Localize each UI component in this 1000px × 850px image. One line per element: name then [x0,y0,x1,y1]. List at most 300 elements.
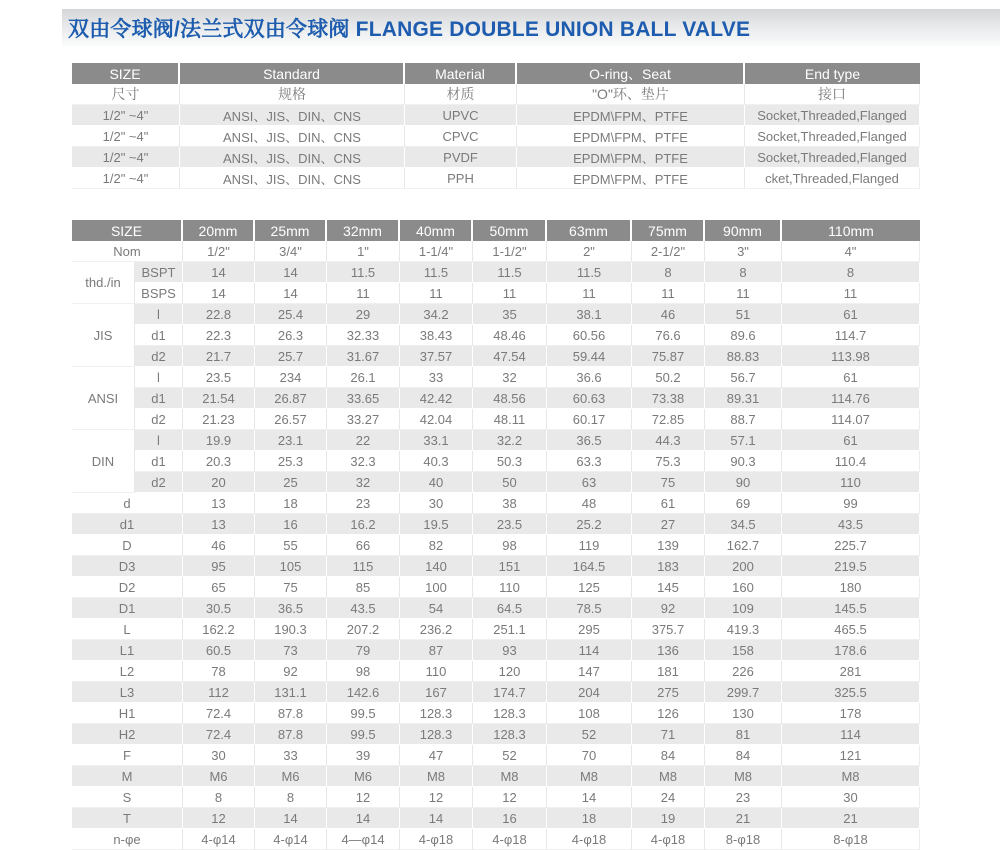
dim-row [72,829,920,850]
dim-row [72,619,920,640]
dim-cell: 114.7 [782,325,920,346]
dim-row [72,514,920,535]
dim-col-header: 25mm [255,220,327,241]
dim-cell: 180 [782,577,920,598]
dim-row [72,661,920,682]
dim-cell: 4-φ18 [473,829,547,850]
dim-cell: 281 [782,661,920,682]
dim-cell: 162.2 [183,619,255,640]
dim-cell: 11 [547,283,632,304]
dim-cell: 219.5 [782,556,920,577]
dim-cell: M6 [183,766,255,787]
dim-cell: 34.5 [705,514,782,535]
dim-row [72,703,920,724]
dim-cell: 147 [547,661,632,682]
dim-cell: 183 [632,556,705,577]
dim-row-label: l [135,367,183,388]
dim-row [72,640,920,661]
dim-cell: 130 [705,703,782,724]
dim-row [72,766,920,787]
spec-subheader-cell: "O"环、垫片 [517,84,745,105]
dim-cell: 3" [705,241,782,262]
dim-cell: 35 [473,304,547,325]
dim-row-label: d2 [135,472,183,493]
dim-cell: 131.1 [255,682,327,703]
dim-cell: 11 [473,283,547,304]
dim-cell: M6 [327,766,400,787]
dim-cell: 61 [782,367,920,388]
dim-cell: 12 [473,787,547,808]
dim-cell: 120 [473,661,547,682]
dim-cell: 299.7 [705,682,782,703]
dim-cell: 12 [327,787,400,808]
dim-row [72,472,920,493]
dim-cell: 14 [255,283,327,304]
dim-cell: 4-φ18 [400,829,473,850]
dim-col-header: 90mm [705,220,782,241]
dim-cell: 48.46 [473,325,547,346]
dim-cell: 98 [473,535,547,556]
dim-cell: 8-φ18 [705,829,782,850]
dim-col-header: 110mm [782,220,920,241]
dim-cell: 11.5 [327,262,400,283]
dim-cell: 234 [255,367,327,388]
dim-cell: 93 [473,640,547,661]
dim-cell: 79 [327,640,400,661]
dim-row-label: d1 [72,514,183,535]
dim-cell: 251.1 [473,619,547,640]
dim-cell: 48.11 [473,409,547,430]
dim-cell: 38 [473,493,547,514]
dim-cell: 236.2 [400,619,473,640]
dim-cell: 18 [547,808,632,829]
title-band [62,9,1000,46]
dim-cell: 23 [705,787,782,808]
dim-cell: 34.2 [400,304,473,325]
dim-cell: 36.6 [547,367,632,388]
dim-group-label: DIN [72,430,135,493]
spec-cell: 1/2" ~4" [72,105,180,126]
dim-cell: 12 [183,808,255,829]
dim-cell: 51 [705,304,782,325]
spec-cell: 1/2" ~4" [72,147,180,168]
dim-row [72,325,920,346]
spec-col-header: SIZE [72,63,180,84]
dim-cell: M6 [255,766,327,787]
dim-group-label: JIS [72,304,135,367]
dim-cell: 98 [327,661,400,682]
dim-cell: 89.6 [705,325,782,346]
dim-row [72,409,920,430]
dim-row-label: S [72,787,183,808]
dim-cell: 36.5 [255,598,327,619]
spec-subheader-cell: 接口 [745,84,920,105]
dim-cell: 325.5 [782,682,920,703]
dim-cell: 40.3 [400,451,473,472]
dim-cell: 4" [782,241,920,262]
dim-col-header: 75mm [632,220,705,241]
dim-row-label: M [72,766,183,787]
page-title: 双由令球阀/法兰式双由令球阀 FLANGE DOUBLE UNION BALL VALVE [68,17,751,41]
dim-cell: 75 [632,472,705,493]
spec-cell: ANSI、JIS、DIN、CNS [180,168,405,189]
dim-cell: 60.56 [547,325,632,346]
dim-row-label: F [72,745,183,766]
dim-cell: 78 [183,661,255,682]
dim-cell: 181 [632,661,705,682]
spec-col-header: Standard [180,63,405,84]
dim-cell: 11 [400,283,473,304]
dim-cell: 8 [705,262,782,283]
dim-cell: 1" [327,241,400,262]
dim-cell: 110 [400,661,473,682]
spec-table [72,63,920,189]
dim-cell: 92 [255,661,327,682]
dim-cell: 43.5 [782,514,920,535]
dim-row-label: BSPS [135,283,183,304]
dim-cell: 30 [782,787,920,808]
dim-cell: 8-φ18 [782,829,920,850]
spec-row [72,147,920,168]
dim-cell: 25.2 [547,514,632,535]
dim-cell: 11 [705,283,782,304]
dim-cell: 114.76 [782,388,920,409]
dim-cell: 109 [705,598,782,619]
dim-cell: 167 [400,682,473,703]
dim-cell: 114 [782,724,920,745]
dim-cell: 72.4 [183,724,255,745]
dim-cell: 162.7 [705,535,782,556]
dim-cell: 110 [782,472,920,493]
dim-cell: 14 [183,262,255,283]
dim-cell: 142.6 [327,682,400,703]
dim-cell: 25.7 [255,346,327,367]
dim-cell: 16 [255,514,327,535]
dim-cell: M8 [547,766,632,787]
dim-cell: 47 [400,745,473,766]
dim-cell: 72.85 [632,409,705,430]
dim-row [72,430,920,451]
dim-cell: 160 [705,577,782,598]
dim-cell: 84 [705,745,782,766]
dim-cell: 64.5 [473,598,547,619]
dim-row [72,556,920,577]
dim-cell: 42.04 [400,409,473,430]
dim-cell: 56.7 [705,367,782,388]
dim-row-label: D3 [72,556,183,577]
dim-cell: 158 [705,640,782,661]
dim-cell: 105 [255,556,327,577]
dim-cell: 295 [547,619,632,640]
dim-cell: 60.63 [547,388,632,409]
spec-cell: ANSI、JIS、DIN、CNS [180,105,405,126]
dim-cell: 23.5 [183,367,255,388]
dim-cell: 50.3 [473,451,547,472]
spec-cell: Socket,Threaded,Flanged [745,147,920,168]
dim-cell: 22.3 [183,325,255,346]
dim-row [72,241,920,262]
dim-cell: 3/4" [255,241,327,262]
dim-cell: 85 [327,577,400,598]
dim-cell: 4-φ14 [183,829,255,850]
dim-cell: 66 [327,535,400,556]
dim-cell: 87 [400,640,473,661]
dim-cell: 4-φ18 [632,829,705,850]
dim-cell: 151 [473,556,547,577]
spec-cell: EPDM\FPM、PTFE [517,105,745,126]
dim-cell: 69 [705,493,782,514]
dim-cell: 115 [327,556,400,577]
dim-cell: 38.1 [547,304,632,325]
dim-cell: 465.5 [782,619,920,640]
dim-cell: 52 [547,724,632,745]
dim-cell: 16.2 [327,514,400,535]
dim-cell: 121 [782,745,920,766]
dim-row [72,283,920,304]
dim-cell: 99.5 [327,724,400,745]
dim-cell: 60.5 [183,640,255,661]
dim-cell: 25.4 [255,304,327,325]
dim-row [72,535,920,556]
dim-cell: 114.07 [782,409,920,430]
dim-cell: 1-1/4" [400,241,473,262]
dim-cell: 11 [782,283,920,304]
dim-cell: 113.98 [782,346,920,367]
dim-cell: 25 [255,472,327,493]
dim-cell: 20 [183,472,255,493]
dim-cell: 21.23 [183,409,255,430]
dim-col-header: 50mm [473,220,547,241]
dim-row [72,577,920,598]
dim-cell: 190.3 [255,619,327,640]
dim-cell: 164.5 [547,556,632,577]
dim-cell: 73 [255,640,327,661]
dim-table [72,220,920,850]
dim-cell: 21 [705,808,782,829]
dim-cell: 26.1 [327,367,400,388]
dim-group-label: thd./in [72,262,135,304]
dim-cell: 145.5 [782,598,920,619]
spec-cell: Socket,Threaded,Flanged [745,105,920,126]
spec-subheader-cell: 尺寸 [72,84,180,105]
dim-cell: 1/2" [183,241,255,262]
dim-cell: 200 [705,556,782,577]
dim-cell: 54 [400,598,473,619]
dim-cell: 30.5 [183,598,255,619]
dim-cell: 8 [632,262,705,283]
dim-cell: 2-1/2" [632,241,705,262]
spec-cell: PPH [405,168,517,189]
dim-cell: 178.6 [782,640,920,661]
dim-cell: 55 [255,535,327,556]
dim-cell: 40 [400,472,473,493]
dim-header-row [72,220,920,241]
dim-cell: 140 [400,556,473,577]
dim-cell: 92 [632,598,705,619]
dim-row-label: d2 [135,346,183,367]
dim-row-label: L2 [72,661,183,682]
dim-row-label: d2 [135,409,183,430]
dim-row-label: L [72,619,183,640]
dim-row-label: H1 [72,703,183,724]
dim-cell: 90.3 [705,451,782,472]
dim-cell: 82 [400,535,473,556]
dim-cell: 30 [183,745,255,766]
dim-cell: 128.3 [400,724,473,745]
spec-cell: EPDM\FPM、PTFE [517,126,745,147]
dim-row [72,808,920,829]
dim-cell: 14 [547,787,632,808]
dim-cell: M8 [400,766,473,787]
dim-cell: 112 [183,682,255,703]
dim-cell: 14 [183,283,255,304]
dim-cell: 75.3 [632,451,705,472]
dim-cell: 50 [473,472,547,493]
dim-cell: 75.87 [632,346,705,367]
dim-cell: 72.4 [183,703,255,724]
dim-row-label: Nom [72,241,183,262]
dim-cell: 19 [632,808,705,829]
dim-cell: 119 [547,535,632,556]
dim-cell: 1-1/2" [473,241,547,262]
dim-col-header: 32mm [327,220,400,241]
dim-cell: 89.31 [705,388,782,409]
spec-cell: ANSI、JIS、DIN、CNS [180,126,405,147]
dim-cell: 2" [547,241,632,262]
dim-cell: 4-φ18 [547,829,632,850]
dim-size-header: SIZE [72,220,183,241]
dim-cell: 42.42 [400,388,473,409]
dim-cell: 99.5 [327,703,400,724]
dim-cell: 275 [632,682,705,703]
dim-cell: 33 [400,367,473,388]
spec-cell: 1/2" ~4" [72,126,180,147]
dim-row-label: l [135,304,183,325]
dim-row-label: l [135,430,183,451]
dim-cell: 57.1 [705,430,782,451]
dim-cell: 43.5 [327,598,400,619]
dim-row-label: D [72,535,183,556]
dim-cell: 61 [632,493,705,514]
dim-cell: 63.3 [547,451,632,472]
dim-cell: 21 [782,808,920,829]
dim-cell: 14 [255,808,327,829]
dim-cell: 61 [782,430,920,451]
dim-cell: 32.33 [327,325,400,346]
dim-cell: 88.83 [705,346,782,367]
spec-cell: UPVC [405,105,517,126]
dim-cell: 26.3 [255,325,327,346]
spec-row [72,126,920,147]
dim-cell: 32.2 [473,430,547,451]
spec-subheader-row [72,84,920,105]
dim-cell: 23.5 [473,514,547,535]
dim-cell: 20.3 [183,451,255,472]
dim-cell: 27 [632,514,705,535]
dim-cell: 33 [255,745,327,766]
dim-cell: 226 [705,661,782,682]
dim-cell: 71 [632,724,705,745]
spec-cell: Socket,Threaded,Flanged [745,126,920,147]
dim-cell: 14 [400,808,473,829]
dim-cell: 44.3 [632,430,705,451]
dim-row-label: d [72,493,183,514]
dim-row-label: d1 [135,451,183,472]
dim-row [72,346,920,367]
dim-row [72,682,920,703]
dim-cell: 46 [183,535,255,556]
dim-cell: 23.1 [255,430,327,451]
dim-cell: 38.43 [400,325,473,346]
dim-cell: 48 [547,493,632,514]
dim-cell: 75 [255,577,327,598]
dim-cell: 145 [632,577,705,598]
dim-row [72,262,920,283]
dim-cell: 136 [632,640,705,661]
dim-cell: 22 [327,430,400,451]
dim-cell: 19.5 [400,514,473,535]
dim-row-label: D2 [72,577,183,598]
dim-row [72,367,920,388]
dim-row-label: BSPT [135,262,183,283]
spec-col-header: Material [405,63,517,84]
dim-cell: 36.5 [547,430,632,451]
dim-cell: 25.3 [255,451,327,472]
dim-cell: 78.5 [547,598,632,619]
dim-cell: 207.2 [327,619,400,640]
dim-cell: 87.8 [255,703,327,724]
dim-cell: 18 [255,493,327,514]
spec-cell: EPDM\FPM、PTFE [517,147,745,168]
dim-cell: 16 [473,808,547,829]
spec-cell: CPVC [405,126,517,147]
dim-cell: 46 [632,304,705,325]
dim-row [72,451,920,472]
spec-subheader-cell: 材质 [405,84,517,105]
dim-cell: 31.67 [327,346,400,367]
dim-cell: 33.1 [400,430,473,451]
dim-cell: 48.56 [473,388,547,409]
dim-cell: 11 [327,283,400,304]
dim-cell: 11.5 [473,262,547,283]
dim-cell: 4-φ14 [255,829,327,850]
dim-cell: 11.5 [547,262,632,283]
dim-row [72,745,920,766]
dim-row-label: d1 [135,388,183,409]
dim-row [72,724,920,745]
dim-cell: 11.5 [400,262,473,283]
dim-cell: 30 [400,493,473,514]
dim-cell: 114 [547,640,632,661]
dim-cell: 73.38 [632,388,705,409]
dim-cell: 33.27 [327,409,400,430]
dim-cell: 178 [782,703,920,724]
dim-cell: 125 [547,577,632,598]
dim-cell: 70 [547,745,632,766]
dim-cell: 225.7 [782,535,920,556]
dim-row [72,493,920,514]
dim-cell: 65 [183,577,255,598]
dim-cell: 21.7 [183,346,255,367]
dim-row-label: n-φe [72,829,183,850]
spec-subheader-cell: 规格 [180,84,405,105]
dim-cell: 24 [632,787,705,808]
dim-cell: 13 [183,493,255,514]
spec-header-row [72,63,920,84]
dim-cell: M8 [632,766,705,787]
spec-cell: cket,Threaded,Flanged [745,168,920,189]
dim-cell: 47.54 [473,346,547,367]
